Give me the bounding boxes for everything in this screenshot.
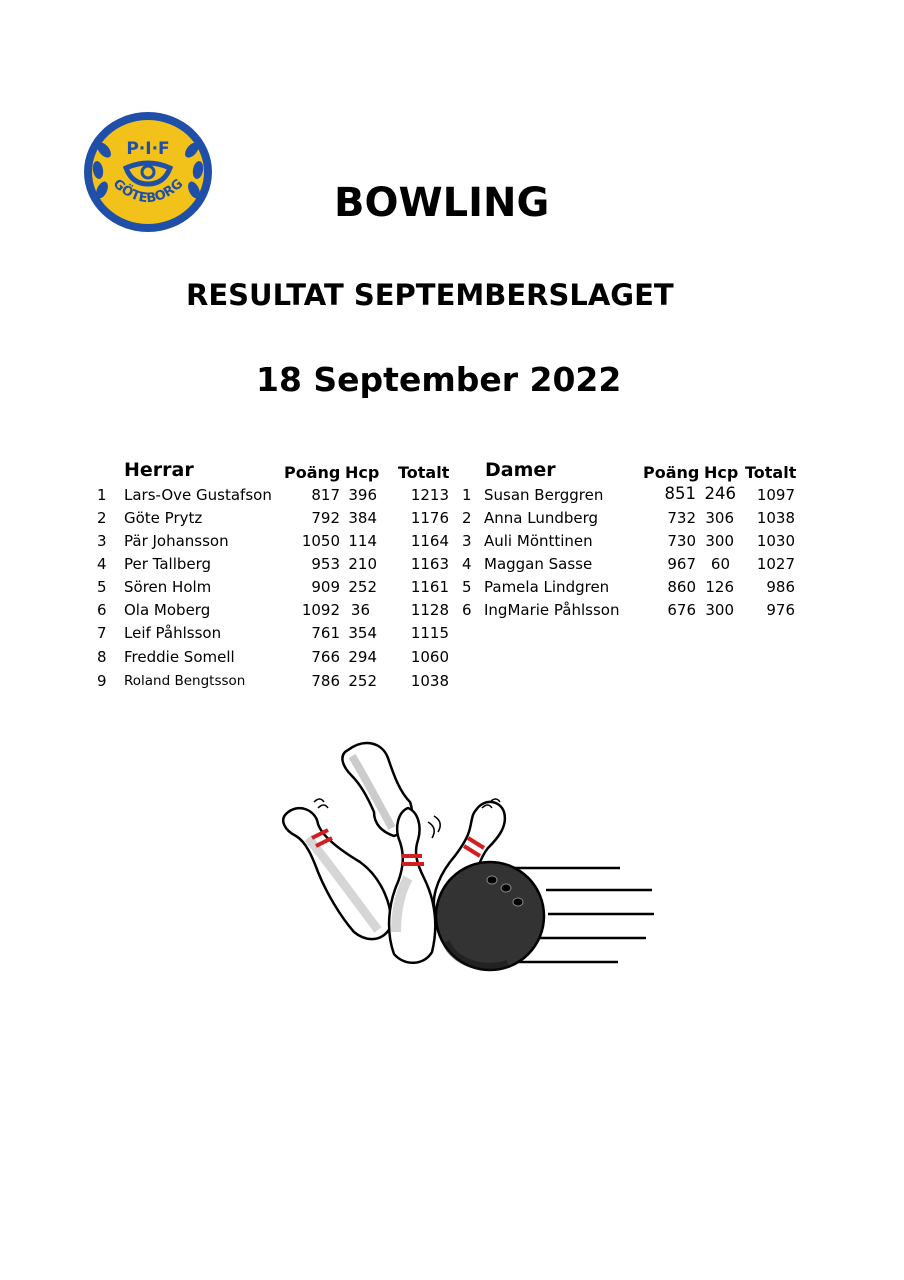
row-total: 976 (766, 601, 795, 619)
damer-col-hcp: Hcp (704, 463, 739, 482)
row-pos: 9 (97, 672, 107, 690)
row-pos: 3 (97, 532, 107, 550)
row-name: Ola Moberg (124, 601, 211, 619)
row-pos: 6 (462, 601, 472, 619)
row-hcp: 210 (348, 555, 377, 573)
logo-top-text: P·I·F (126, 139, 170, 159)
herrar-col-points: Poäng (284, 463, 341, 482)
row-points: 967 (667, 555, 696, 573)
herrar-col-hcp: Hcp (345, 463, 380, 482)
row-pos: 2 (462, 509, 472, 527)
row-total: 1161 (410, 578, 449, 596)
row-hcp: 252 (348, 672, 377, 690)
row-points: 851 (664, 484, 696, 503)
row-pos: 4 (462, 555, 472, 573)
row-hcp: 252 (348, 578, 377, 596)
row-total: 1176 (410, 509, 449, 527)
row-total: 1115 (410, 624, 449, 642)
row-points: 676 (667, 601, 696, 619)
row-hcp: 354 (348, 624, 377, 642)
row-name: Auli Mönttinen (484, 532, 593, 550)
row-hcp: 300 (705, 532, 734, 550)
bowling-illustration (278, 732, 668, 972)
row-total: 1038 (756, 509, 795, 527)
row-total: 1030 (756, 532, 795, 550)
row-pos: 4 (97, 555, 107, 573)
row-points: 909 (311, 578, 340, 596)
damer-heading: Damer (485, 459, 556, 481)
row-pos: 7 (97, 624, 107, 642)
row-name: Lars-Ove Gustafson (124, 486, 272, 504)
row-hcp: 300 (705, 601, 734, 619)
row-hcp: 60 (710, 555, 730, 573)
row-name: Pamela Lindgren (484, 578, 610, 596)
row-total: 1213 (410, 486, 449, 504)
row-hcp: 306 (705, 509, 734, 527)
herrar-col-total: Totalt (398, 463, 450, 482)
row-pos: 3 (462, 532, 472, 550)
row-points: 766 (311, 648, 340, 666)
row-name: Sören Holm (124, 578, 212, 596)
row-pos: 5 (97, 578, 107, 596)
page-title: BOWLING (334, 180, 550, 226)
page-subtitle: RESULTAT SEPTEMBERSLAGET (186, 278, 674, 312)
row-name: Göte Prytz (124, 509, 203, 527)
row-total: 1164 (410, 532, 449, 550)
event-date: 18 September 2022 (256, 360, 622, 399)
row-name: IngMarie Påhlsson (484, 601, 620, 619)
pif-goteborg-logo (82, 110, 214, 234)
row-name: Susan Berggren (484, 486, 604, 504)
row-pos: 2 (97, 509, 107, 527)
row-points: 1092 (301, 601, 340, 619)
row-points: 730 (667, 532, 696, 550)
row-name: Anna Lundberg (484, 509, 599, 527)
row-total: 1128 (410, 601, 449, 619)
row-hcp: 246 (704, 484, 736, 503)
row-points: 786 (311, 672, 340, 690)
row-name: Maggan Sasse (484, 555, 593, 573)
row-total: 1027 (756, 555, 795, 573)
row-total: 1163 (410, 555, 449, 573)
row-pos: 8 (97, 648, 107, 666)
row-hcp: 126 (705, 578, 734, 596)
row-points: 953 (311, 555, 340, 573)
row-pos: 1 (97, 486, 107, 504)
damer-col-total: Totalt (745, 463, 797, 482)
logo-bottom-text: GÖTEBORG (109, 176, 187, 207)
row-hcp: 114 (348, 532, 377, 550)
row-total: 986 (766, 578, 795, 596)
row-points: 732 (667, 509, 696, 527)
row-total: 1097 (756, 486, 795, 504)
row-points: 1050 (301, 532, 340, 550)
row-pos: 6 (97, 601, 107, 619)
row-name: Leif Påhlsson (124, 624, 222, 642)
row-total: 1038 (410, 672, 449, 690)
herrar-heading: Herrar (124, 459, 194, 481)
damer-col-points: Poäng (643, 463, 700, 482)
row-pos: 5 (462, 578, 472, 596)
row-hcp: 396 (348, 486, 377, 504)
row-points: 817 (311, 486, 340, 504)
row-hcp: 294 (348, 648, 377, 666)
row-points: 860 (667, 578, 696, 596)
row-name: Freddie Somell (124, 648, 235, 666)
row-hcp: 384 (348, 509, 377, 527)
row-name: Pär Johansson (124, 532, 229, 550)
row-hcp: 36 (350, 601, 370, 619)
row-pos: 1 (462, 486, 472, 504)
row-name: Per Tallberg (124, 555, 212, 573)
row-total: 1060 (410, 648, 449, 666)
row-points: 792 (311, 509, 340, 527)
row-name: Roland Bengtsson (124, 673, 246, 689)
row-points: 761 (311, 624, 340, 642)
